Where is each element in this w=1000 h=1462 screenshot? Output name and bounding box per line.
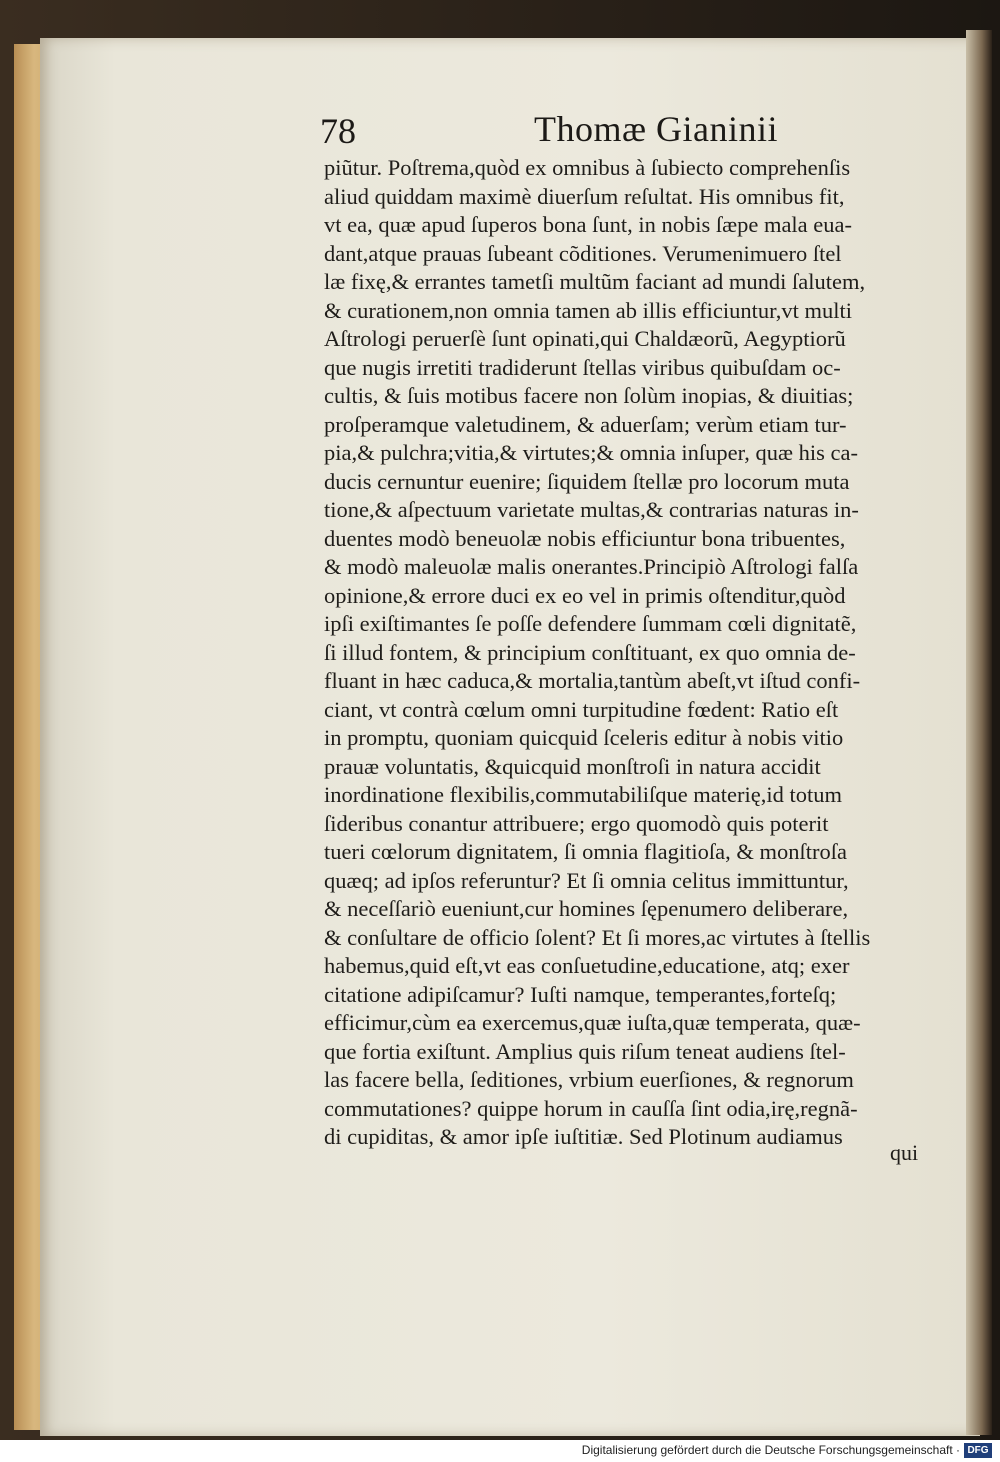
text-line: Aſtrologi peruerſè ſunt opinati,qui Chaldæorũ, Aegyptiorũ bbox=[324, 326, 846, 351]
text-line: proſperamque valetudinem, & aduerſam; verùm etiam tur- bbox=[324, 411, 847, 437]
text-line: & curationem,non omnia tamen ab illis efficiuntur,vt multi bbox=[324, 297, 852, 323]
footer-bar bbox=[0, 1440, 1000, 1462]
text-line: in promptu, quoniam quicquid ſceleris editur à nobis vitio bbox=[324, 725, 844, 750]
text-line: ciant, vt contrà cœlum omni turpitudine fœdent: Ratio eſt bbox=[324, 696, 839, 722]
text-line: efficimur,cùm ea exercemus,quæ iuſta,quæ temperata, quæ- bbox=[324, 1010, 861, 1035]
text-line: di cupiditas, & amor ipſe iuſtitiæ. Sed Plotinum audiamus bbox=[324, 1124, 843, 1149]
text-line: & neceſſariò eueniunt,cur homines ſępenumero deliberare, bbox=[324, 896, 849, 921]
text-line: piũtur. Poſtrema,quòd ex omnibus à ſubiecto comprehenſis bbox=[324, 155, 851, 180]
text-line: pia,& pulchra;vitia,& virtutes;& omnia inſuper, quæ his ca- bbox=[324, 440, 858, 465]
running-head-title: Thomæ Gianinii bbox=[534, 109, 778, 149]
body-text bbox=[324, 154, 964, 1152]
text-line: cultis, & ſuis motibus facere non ſolùm inopias, & diuitias; bbox=[324, 383, 854, 408]
text-line: tione,& aſpectuum varietate multas,& contrarias naturas in- bbox=[324, 497, 859, 522]
text-line: læ fixę,& errantes tametſi multũm faciant ad mundi ſalutem, bbox=[324, 269, 866, 294]
text-line: habemus,quid eſt,vt eas conſuetudine,educatione, atq; exer bbox=[324, 953, 850, 978]
text-line: dant,atque prauas ſubeant cõditiones. Verumenimuero ſtel bbox=[324, 240, 842, 266]
text-line: tueri cœlorum dignitatem, ſi omnia flagitioſa, & monſtroſa bbox=[324, 839, 848, 864]
text-line: vt ea, quæ apud ſuperos bona ſunt, in nobis ſæpe mala eua- bbox=[324, 212, 853, 237]
text-line: que nugis irretiti tradiderunt ſtellas viribus quibuſdam oc- bbox=[324, 354, 841, 380]
text-line: opinione,& errore duci ex eo vel in primis oſtenditur,quòd bbox=[324, 582, 846, 608]
text-line: & modò maleuolæ malis onerantes.Principiò Aſtrologi falſa bbox=[324, 554, 859, 579]
text-line: duentes modò beneuolæ nobis efficiuntur bona tribuentes, bbox=[324, 525, 846, 551]
running-head bbox=[320, 108, 960, 154]
text-line: prauæ voluntatis, &quicquid monſtroſi in natura accidit bbox=[324, 753, 821, 779]
text-line: las facere bella, ſeditiones, vrbium euerſiones, & regnorum bbox=[324, 1067, 854, 1092]
page-number: 78 bbox=[320, 111, 356, 151]
text-line: ducis cernuntur euenire; ſiquidem ſtellæ pro locorum muta bbox=[324, 468, 850, 494]
text-line: citatione adipiſcamur? Iuſti namque, temperantes,forteſq; bbox=[324, 981, 837, 1007]
text-line: ſi illud fontem, & principium conſtituant, ex quo omnia de- bbox=[324, 639, 856, 665]
footer-credit: Digitalisierung gefördert durch die Deutsche Forschungsgemeinschaft · bbox=[581, 1443, 960, 1457]
text-line: & conſultare de officio ſolent? Et ſi mores,ac virtutes à ſtellis bbox=[324, 924, 871, 950]
text-line: commutationes? quippe horum in cauſſa ſint odia,irę,regnã- bbox=[324, 1095, 858, 1121]
text-line: ſideribus conantur attribuere; ergo quomodò quis poterit bbox=[324, 810, 829, 836]
text-line: inordinatione flexibilis,commutabiliſque materię,id totum bbox=[324, 782, 843, 807]
text-line: fluant in hæc caduca,& mortalia,tantùm abeſt,vt iſtud confi- bbox=[324, 668, 861, 693]
text-line: ipſi exiſtimantes ſe poſſe defendere ſummam cœli dignitatẽ, bbox=[324, 611, 857, 636]
book-gutter bbox=[966, 30, 992, 1435]
text-line: que fortia exiſtunt. Amplius quis riſum teneat audiens ſtel- bbox=[324, 1038, 846, 1064]
catchword: qui bbox=[890, 1140, 919, 1165]
text-line: aliud quiddam maximè diuerſum reſultat. His omnibus fit, bbox=[324, 183, 845, 209]
dfg-logo: DFG bbox=[964, 1443, 992, 1458]
text-line: quæq; ad ipſos referuntur? Et ſi omnia celitus immittuntur, bbox=[324, 867, 849, 893]
